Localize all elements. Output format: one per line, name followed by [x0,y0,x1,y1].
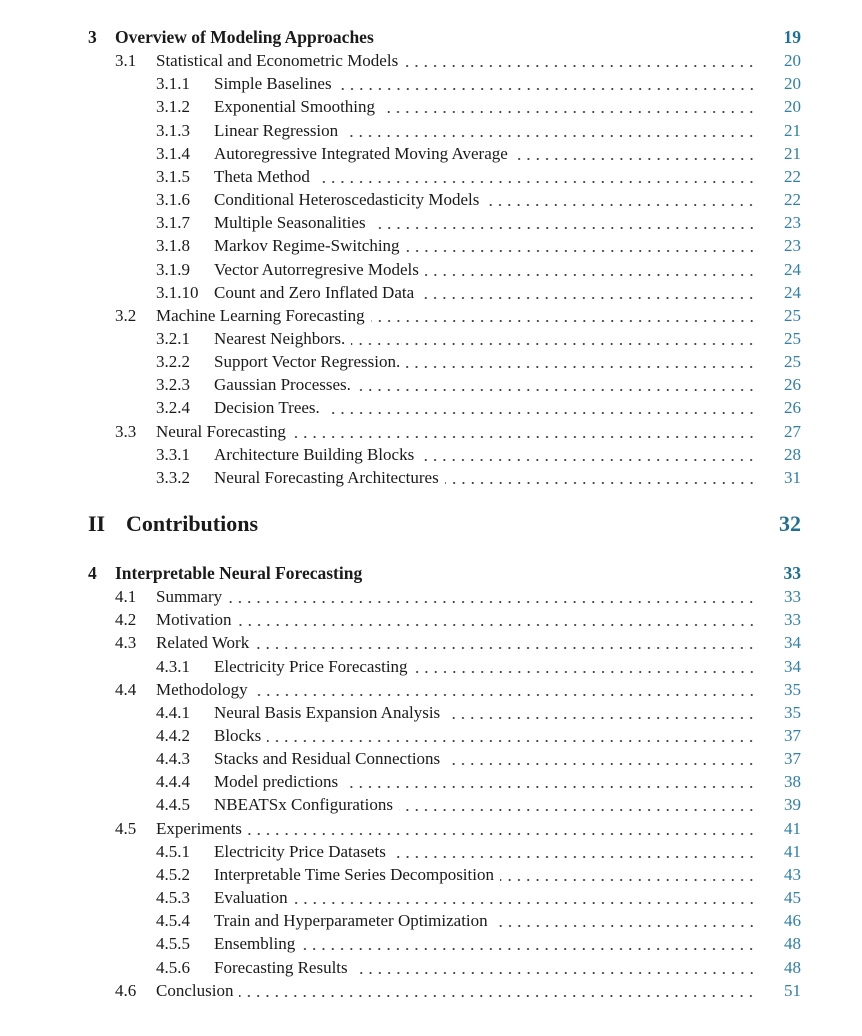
entry-title: Conclusion [156,981,234,1000]
entry-title: Train and Hyperparameter Optimization [214,911,488,930]
entry-number: 3.1.7 [156,213,190,232]
entry-title: Interpretable Time Series Decomposition [214,865,494,884]
entry-title: Machine Learning Forecasting [156,306,365,325]
entry-number: 4 [88,563,97,583]
toc-entry-subsection[interactable] [0,72,862,95]
toc-entry-subsection[interactable] [0,165,862,188]
entry-title: Blocks [214,726,262,745]
page-number-link[interactable]: 37 [784,726,801,745]
leader-dots [248,817,756,840]
leader-dots [372,211,756,234]
entry-title: Count and Zero Inflated Data [214,283,415,302]
entry-number: 3.1 [115,51,137,70]
page-number-link[interactable]: 33 [784,610,801,629]
page-number-link[interactable]: 23 [784,213,801,232]
entry-number: 4.5.5 [156,934,190,953]
entry-title: Nearest Neighbors. [214,329,346,348]
entry-title: Gaussian Processes. [214,375,351,394]
entry-title: Methodology [156,680,248,699]
page-number-link[interactable]: 21 [784,144,801,163]
leader-dots [338,72,756,95]
toc-entry-section[interactable] [0,49,862,72]
page-number-link[interactable]: 24 [784,260,801,279]
leader-dots [399,793,756,816]
leader-dots [420,281,756,304]
entry-title: Forecasting Results [214,958,348,977]
entry-number: 3.1.1 [156,74,190,93]
page-number-link[interactable]: 33 [783,563,801,583]
page-number-link[interactable]: 43 [784,865,801,884]
page-number-link[interactable]: 45 [784,888,801,907]
entry-number: 3.2 [115,306,137,325]
toc-entry-subsection[interactable] [0,701,862,724]
toc-entry-subsection[interactable] [0,188,862,211]
toc-entry-subsection[interactable] [0,142,862,165]
entry-number: 3.3 [115,422,137,441]
toc-entry-subsection[interactable] [0,95,862,118]
page-number-link[interactable]: 24 [784,283,801,302]
page-number-link[interactable]: 26 [784,375,801,394]
page-number-link[interactable]: 41 [784,842,801,861]
entry-title: Architecture Building Blocks [214,445,415,464]
toc-entry-subsection[interactable] [0,793,862,816]
entry-number: 3.1.9 [156,260,190,279]
leader-dots [446,747,756,770]
page-number-link[interactable]: 33 [784,587,801,606]
page-number-link[interactable]: 37 [784,749,801,768]
entry-number: 3.1.4 [156,144,190,163]
entry-number: 4.4.1 [156,703,190,722]
page-number-link[interactable]: 48 [784,958,801,977]
entry-number: 4.4.3 [156,749,190,768]
toc-entry-section[interactable] [0,585,862,608]
page-number-link[interactable]: 39 [784,795,801,814]
entry-title: Autoregressive Integrated Moving Average [214,144,508,163]
entry-title: Neural Forecasting Architectures [214,468,439,487]
toc-entry-subsection[interactable] [0,747,862,770]
toc-entry-subsection[interactable] [0,258,862,281]
toc-entry-subsection[interactable] [0,655,862,678]
entry-title: Simple Baselines [214,74,332,93]
page-number-link[interactable]: 22 [784,190,801,209]
toc-entry-subsection[interactable] [0,234,862,257]
toc-entry-chapter[interactable] [0,562,862,585]
entry-title: Statistical and Econometric Models [156,51,399,70]
page-number-link[interactable]: 27 [784,422,801,441]
entry-number: 4.3 [115,633,137,652]
leader-dots [446,701,756,724]
leader-dots [326,396,756,419]
entry-number: 4.3.1 [156,657,190,676]
toc-entry-subsection[interactable] [0,443,862,466]
entry-number: 3.2.3 [156,375,190,394]
entry-number: 3.1.2 [156,97,190,116]
toc-entry-subsection[interactable] [0,840,862,863]
entry-title: Support Vector Regression. [214,352,401,371]
leader-dots [354,956,756,979]
page-number-link[interactable]: 41 [784,819,801,838]
entry-title: Experiments [156,819,242,838]
entry-title: NBEATSx Configurations [214,795,393,814]
toc-entry-subsection[interactable] [0,863,862,886]
entry-number: 4.5 [115,819,137,838]
page-number-link[interactable]: 31 [784,468,801,487]
page-number-link[interactable]: 46 [784,911,801,930]
leader-dots [514,142,756,165]
page-number-link[interactable]: 20 [784,51,801,70]
leader-dots [500,863,756,886]
entry-title: Vector Autorregresive Models [214,260,419,279]
toc-entry-subsection[interactable] [0,909,862,932]
leader-dots [392,840,756,863]
entry-title: Overview of Modeling Approaches [115,27,374,47]
page-number-link[interactable]: 35 [784,680,801,699]
toc-entry-subsection[interactable] [0,932,862,955]
page-number-link[interactable]: 35 [784,703,801,722]
leader-dots [301,932,756,955]
entry-number: 3 [88,27,97,47]
leader-dots [294,886,756,909]
entry-number: 3.2.1 [156,329,190,348]
entry-number: 4.2 [115,610,137,629]
leader-dots [254,678,756,701]
toc-entry-section[interactable] [0,304,862,327]
entry-title: Linear Regression [214,121,339,140]
leader-dots [406,350,756,373]
leader-dots [255,631,756,654]
entry-number: 3.2.2 [156,352,190,371]
toc-entry-subsection[interactable] [0,770,862,793]
leader-dots [267,724,756,747]
entry-title: Model predictions [214,772,339,791]
leader-dots [381,95,756,118]
entry-number: 3.2.4 [156,398,190,417]
page-number-link[interactable]: 51 [784,981,801,1000]
entry-number: 4.1 [115,587,137,606]
page-number-link[interactable]: 23 [784,236,801,255]
entry-title: Theta Method [214,167,310,186]
toc-entry-section[interactable] [0,608,862,631]
leader-dots [425,258,756,281]
entry-title: Electricity Price Forecasting [214,657,408,676]
toc-entry-section[interactable] [0,631,862,654]
entry-title: Neural Basis Expansion Analysis [214,703,441,722]
toc-entry-subsection[interactable] [0,466,862,489]
toc-entry-section[interactable] [0,678,862,701]
page-number-link[interactable]: 34 [784,633,801,652]
leader-dots [344,770,756,793]
page-number-link[interactable]: 25 [784,352,801,371]
toc-entry-part[interactable] [0,509,862,539]
leader-dots [406,234,756,257]
entry-title: Multiple Seasonalities [214,213,366,232]
entry-number: 3.1.3 [156,121,190,140]
entry-title: Ensembling [214,934,296,953]
entry-number: 4.4.4 [156,772,190,791]
toc-entry-subsection[interactable] [0,724,862,747]
leader-dots [351,327,756,350]
toc-entry-section[interactable] [0,817,862,840]
page-number-link[interactable]: 26 [784,398,801,417]
leader-dots [414,655,756,678]
page-number-link[interactable]: 19 [783,27,801,47]
entry-title: Interpretable Neural Forecasting [115,563,363,583]
entry-number: 3.1.10 [156,283,199,302]
page-number-link[interactable]: 28 [784,445,801,464]
entry-title: Evaluation [214,888,288,907]
leader-dots [344,119,756,142]
entry-title: Contributions [126,511,259,536]
entry-number: 4.5.3 [156,888,190,907]
entry-number: 3.1.8 [156,236,190,255]
leader-dots [420,443,756,466]
entry-title: Motivation [156,610,232,629]
toc-entry-subsection[interactable] [0,373,862,396]
toc-entry-subsection[interactable] [0,350,862,373]
leader-dots [292,420,756,443]
toc-entry-section[interactable] [0,420,862,443]
entry-title: Electricity Price Datasets [214,842,386,861]
page-number-link[interactable]: 34 [784,657,801,676]
toc-entry-subsection[interactable] [0,211,862,234]
leader-dots [228,585,756,608]
toc-entry-subsection[interactable] [0,327,862,350]
leader-dots [404,49,756,72]
page-number-link[interactable]: 38 [784,772,801,791]
entry-number: 4.4.5 [156,795,190,814]
entry-title: Summary [156,587,223,606]
entry-number: 4.4 [115,680,137,699]
toc-entry-subsection[interactable] [0,119,862,142]
entry-number: 4.5.1 [156,842,190,861]
page-number-link[interactable]: 22 [784,167,801,186]
entry-title: Conditional Heteroscedasticity Models [214,190,480,209]
leader-dots [494,909,756,932]
entry-number: 4.4.2 [156,726,190,745]
entry-number: 3.3.1 [156,445,190,464]
toc-entry-subsection[interactable] [0,886,862,909]
entry-title: Markov Regime-Switching [214,236,400,255]
entry-number: 4.6 [115,981,137,1000]
toc-entry-chapter[interactable] [0,26,862,49]
entry-number: 4.5.2 [156,865,190,884]
entry-title: Exponential Smoothing [214,97,376,116]
page-number-link[interactable]: 25 [784,306,801,325]
page-number-link[interactable]: 25 [784,329,801,348]
leader-dots [238,608,756,631]
leader-dots [316,165,756,188]
entry-title: Decision Trees. [214,398,320,417]
leader-dots [445,466,756,489]
toc-entry-subsection[interactable] [0,956,862,979]
toc-entry-subsection[interactable] [0,396,862,419]
leader-dots [239,979,756,1002]
leader-dots [485,188,756,211]
toc-entry-section[interactable] [0,979,862,1002]
entry-number: 4.5.6 [156,958,190,977]
entry-number: 3.3.2 [156,468,190,487]
entry-title: Stacks and Residual Connections [214,749,441,768]
toc-entry-subsection[interactable] [0,281,862,304]
page-number-link[interactable]: 20 [784,74,801,93]
entry-title: Related Work [156,633,250,652]
entry-number: 3.1.6 [156,190,190,209]
leader-dots [371,304,756,327]
page-number-link[interactable]: 32 [779,511,801,536]
entry-number: 3.1.5 [156,167,190,186]
page-number-link[interactable]: 21 [784,121,801,140]
entry-number: II [88,511,106,536]
page-number-link[interactable]: 48 [784,934,801,953]
page-number-link[interactable]: 20 [784,97,801,116]
leader-dots [357,373,756,396]
entry-title: Neural Forecasting [156,422,286,441]
entry-number: 4.5.4 [156,911,190,930]
